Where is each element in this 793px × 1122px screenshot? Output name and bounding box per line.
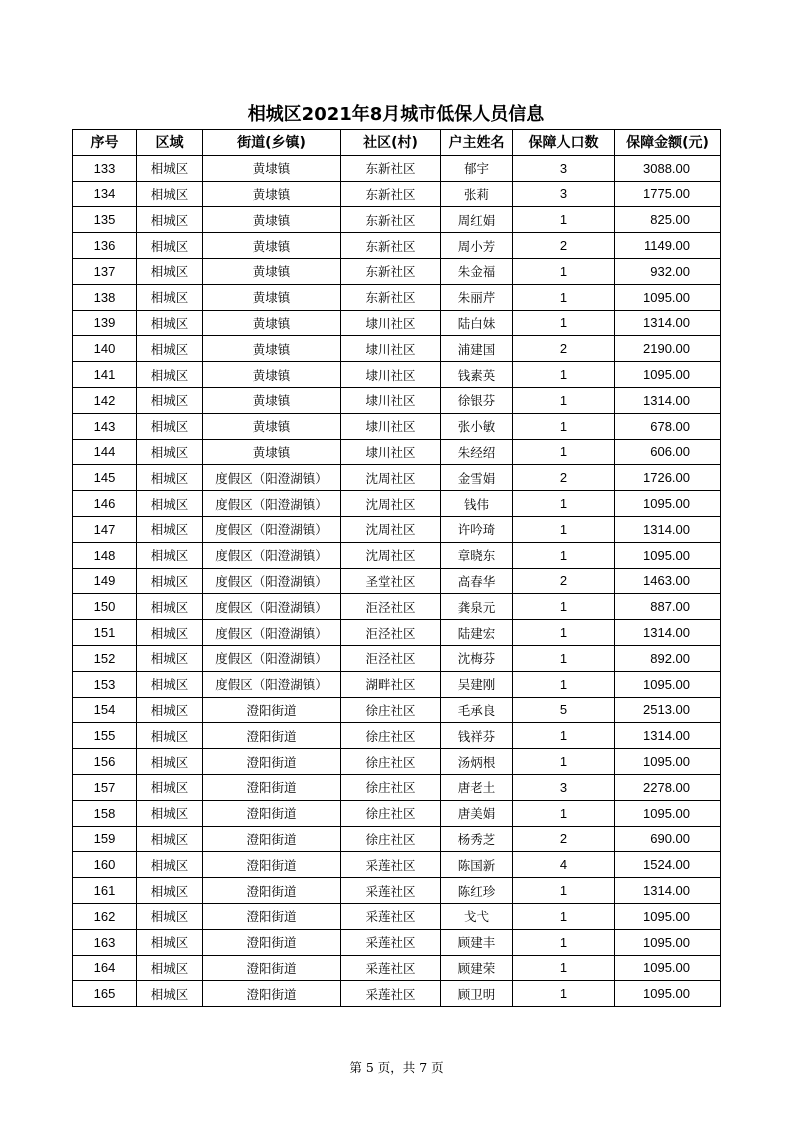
cell-community: 东新社区 (341, 207, 441, 233)
cell-amount: 678.00 (615, 413, 721, 439)
cell-district: 相城区 (137, 981, 203, 1007)
cell-covered-persons: 4 (513, 852, 615, 878)
cell-community: 采莲社区 (341, 852, 441, 878)
cell-district: 相城区 (137, 233, 203, 259)
table-row (73, 852, 721, 878)
cell-amount: 1095.00 (615, 284, 721, 310)
table-row (73, 336, 721, 362)
cell-community: 徐庄社区 (341, 723, 441, 749)
page-title: 相城区2021年8月城市低保人员信息 (247, 104, 545, 125)
cell-street: 度假区（阳澄湖镇） (203, 568, 341, 594)
table-body (73, 155, 721, 1006)
cell-householder: 吴建刚 (441, 671, 513, 697)
data-table (72, 129, 721, 1007)
table-row (73, 439, 721, 465)
cell-street: 黄埭镇 (203, 258, 341, 284)
cell-community: 东新社区 (341, 258, 441, 284)
cell-index: 158 (73, 800, 137, 826)
table-row (73, 207, 721, 233)
cell-householder: 徐银芬 (441, 387, 513, 413)
cell-covered-persons: 3 (513, 774, 615, 800)
cell-covered-persons: 1 (513, 955, 615, 981)
cell-district: 相城区 (137, 207, 203, 233)
cell-community: 采莲社区 (341, 878, 441, 904)
cell-street: 度假区（阳澄湖镇） (203, 594, 341, 620)
cell-street: 澄阳街道 (203, 955, 341, 981)
cell-community: 埭川社区 (341, 387, 441, 413)
table-row (73, 697, 721, 723)
cell-householder: 周红娟 (441, 207, 513, 233)
table-row (73, 981, 721, 1007)
cell-street: 黄埭镇 (203, 439, 341, 465)
cell-amount: 1095.00 (615, 903, 721, 929)
cell-covered-persons: 1 (513, 981, 615, 1007)
cell-community: 采莲社区 (341, 903, 441, 929)
cell-street: 度假区（阳澄湖镇） (203, 671, 341, 697)
cell-amount: 1314.00 (615, 310, 721, 336)
cell-index: 139 (73, 310, 137, 336)
cell-community: 采莲社区 (341, 981, 441, 1007)
table-row (73, 903, 721, 929)
cell-householder: 顾建丰 (441, 929, 513, 955)
cell-amount: 2278.00 (615, 774, 721, 800)
cell-householder: 周小芳 (441, 233, 513, 259)
cell-community: 埭川社区 (341, 310, 441, 336)
cell-district: 相城区 (137, 826, 203, 852)
cell-district: 相城区 (137, 878, 203, 904)
cell-covered-persons: 1 (513, 413, 615, 439)
cell-amount: 1463.00 (615, 568, 721, 594)
cell-index: 165 (73, 981, 137, 1007)
cell-covered-persons: 3 (513, 181, 615, 207)
cell-community: 圣堂社区 (341, 568, 441, 594)
cell-district: 相城区 (137, 929, 203, 955)
cell-district: 相城区 (137, 620, 203, 646)
cell-covered-persons: 5 (513, 697, 615, 723)
cell-district: 相城区 (137, 749, 203, 775)
cell-street: 黄埭镇 (203, 233, 341, 259)
cell-district: 相城区 (137, 362, 203, 388)
cell-householder: 毛承良 (441, 697, 513, 723)
cell-street: 黄埭镇 (203, 310, 341, 336)
table-row (73, 749, 721, 775)
cell-index: 148 (73, 542, 137, 568)
table-row (73, 878, 721, 904)
cell-street: 澄阳街道 (203, 903, 341, 929)
cell-amount: 1095.00 (615, 955, 721, 981)
cell-householder: 朱经绍 (441, 439, 513, 465)
table-row (73, 929, 721, 955)
cell-community: 埭川社区 (341, 413, 441, 439)
cell-index: 160 (73, 852, 137, 878)
cell-community: 东新社区 (341, 284, 441, 310)
cell-community: 徐庄社区 (341, 774, 441, 800)
table-row (73, 594, 721, 620)
cell-street: 黄埭镇 (203, 413, 341, 439)
cell-district: 相城区 (137, 155, 203, 181)
cell-street: 澄阳街道 (203, 749, 341, 775)
table-row (73, 491, 721, 517)
cell-community: 东新社区 (341, 155, 441, 181)
cell-district: 相城区 (137, 181, 203, 207)
cell-index: 142 (73, 387, 137, 413)
cell-street: 度假区（阳澄湖镇） (203, 620, 341, 646)
page-footer: 第 5 页，共 7 页 (349, 1060, 444, 1075)
cell-amount: 3088.00 (615, 155, 721, 181)
cell-householder: 唐老土 (441, 774, 513, 800)
cell-street: 黄埭镇 (203, 207, 341, 233)
cell-street: 度假区（阳澄湖镇） (203, 516, 341, 542)
cell-covered-persons: 1 (513, 671, 615, 697)
cell-covered-persons: 1 (513, 903, 615, 929)
cell-index: 151 (73, 620, 137, 646)
cell-covered-persons: 1 (513, 542, 615, 568)
cell-householder: 龚泉元 (441, 594, 513, 620)
cell-amount: 1314.00 (615, 387, 721, 413)
cell-householder: 许吟琦 (441, 516, 513, 542)
cell-householder: 高春华 (441, 568, 513, 594)
cell-community: 沈周社区 (341, 542, 441, 568)
cell-street: 黄埭镇 (203, 181, 341, 207)
cell-community: 埭川社区 (341, 439, 441, 465)
cell-district: 相城区 (137, 955, 203, 981)
cell-covered-persons: 1 (513, 207, 615, 233)
cell-covered-persons: 1 (513, 594, 615, 620)
cell-householder: 朱金福 (441, 258, 513, 284)
cell-district: 相城区 (137, 465, 203, 491)
cell-index: 140 (73, 336, 137, 362)
cell-street: 黄埭镇 (203, 336, 341, 362)
cell-index: 144 (73, 439, 137, 465)
table-row (73, 233, 721, 259)
cell-district: 相城区 (137, 439, 203, 465)
cell-community: 徐庄社区 (341, 697, 441, 723)
table-row (73, 671, 721, 697)
table-row (73, 800, 721, 826)
cell-householder: 钱祥芬 (441, 723, 513, 749)
cell-covered-persons: 1 (513, 284, 615, 310)
cell-householder: 朱丽芹 (441, 284, 513, 310)
cell-district: 相城区 (137, 852, 203, 878)
cell-district: 相城区 (137, 336, 203, 362)
cell-index: 159 (73, 826, 137, 852)
cell-district: 相城区 (137, 774, 203, 800)
cell-community: 洰泾社区 (341, 594, 441, 620)
cell-index: 156 (73, 749, 137, 775)
cell-district: 相城区 (137, 671, 203, 697)
cell-amount: 932.00 (615, 258, 721, 284)
table-row (73, 387, 721, 413)
cell-covered-persons: 1 (513, 878, 615, 904)
cell-amount: 1095.00 (615, 362, 721, 388)
cell-amount: 1095.00 (615, 800, 721, 826)
cell-street: 黄埭镇 (203, 362, 341, 388)
table-row (73, 465, 721, 491)
cell-district: 相城区 (137, 594, 203, 620)
cell-amount: 1149.00 (615, 233, 721, 259)
cell-covered-persons: 3 (513, 155, 615, 181)
cell-district: 相城区 (137, 258, 203, 284)
cell-street: 澄阳街道 (203, 826, 341, 852)
cell-street: 度假区（阳澄湖镇） (203, 645, 341, 671)
cell-index: 153 (73, 671, 137, 697)
cell-community: 东新社区 (341, 233, 441, 259)
table-row (73, 723, 721, 749)
cell-index: 147 (73, 516, 137, 542)
cell-amount: 1726.00 (615, 465, 721, 491)
table-row (73, 826, 721, 852)
cell-covered-persons: 1 (513, 749, 615, 775)
cell-district: 相城区 (137, 491, 203, 517)
cell-amount: 887.00 (615, 594, 721, 620)
cell-street: 黄埭镇 (203, 387, 341, 413)
cell-street: 度假区（阳澄湖镇） (203, 491, 341, 517)
cell-amount: 690.00 (615, 826, 721, 852)
cell-street: 澄阳街道 (203, 852, 341, 878)
cell-community: 埭川社区 (341, 362, 441, 388)
cell-householder: 陈红珍 (441, 878, 513, 904)
cell-amount: 825.00 (615, 207, 721, 233)
cell-community: 湖畔社区 (341, 671, 441, 697)
cell-amount: 1095.00 (615, 542, 721, 568)
cell-householder: 章晓东 (441, 542, 513, 568)
cell-amount: 1314.00 (615, 516, 721, 542)
cell-index: 133 (73, 155, 137, 181)
cell-covered-persons: 1 (513, 800, 615, 826)
cell-community: 徐庄社区 (341, 800, 441, 826)
cell-amount: 1314.00 (615, 723, 721, 749)
cell-district: 相城区 (137, 800, 203, 826)
cell-index: 163 (73, 929, 137, 955)
cell-householder: 陆建宏 (441, 620, 513, 646)
table-row (73, 155, 721, 181)
cell-district: 相城区 (137, 284, 203, 310)
cell-district: 相城区 (137, 542, 203, 568)
cell-covered-persons: 2 (513, 826, 615, 852)
cell-index: 161 (73, 878, 137, 904)
cell-covered-persons: 2 (513, 465, 615, 491)
cell-householder: 戈弋 (441, 903, 513, 929)
cell-district: 相城区 (137, 310, 203, 336)
cell-householder: 顾卫明 (441, 981, 513, 1007)
cell-community: 采莲社区 (341, 929, 441, 955)
table-row (73, 181, 721, 207)
cell-community: 洰泾社区 (341, 645, 441, 671)
cell-covered-persons: 1 (513, 387, 615, 413)
cell-amount: 1095.00 (615, 491, 721, 517)
cell-community: 采莲社区 (341, 955, 441, 981)
cell-covered-persons: 1 (513, 310, 615, 336)
cell-householder: 张小敏 (441, 413, 513, 439)
cell-community: 洰泾社区 (341, 620, 441, 646)
cell-community: 徐庄社区 (341, 749, 441, 775)
cell-index: 152 (73, 645, 137, 671)
header-covered-persons: 保障人口数 (513, 130, 615, 156)
cell-amount: 2190.00 (615, 336, 721, 362)
cell-district: 相城区 (137, 645, 203, 671)
cell-street: 澄阳街道 (203, 800, 341, 826)
header-street: 街道(乡镇) (203, 130, 341, 156)
cell-street: 澄阳街道 (203, 723, 341, 749)
cell-index: 145 (73, 465, 137, 491)
cell-householder: 张莉 (441, 181, 513, 207)
cell-index: 162 (73, 903, 137, 929)
cell-covered-persons: 2 (513, 233, 615, 259)
cell-householder: 顾建荣 (441, 955, 513, 981)
cell-covered-persons: 1 (513, 723, 615, 749)
table-row (73, 645, 721, 671)
cell-street: 度假区（阳澄湖镇） (203, 542, 341, 568)
cell-amount: 606.00 (615, 439, 721, 465)
cell-covered-persons: 2 (513, 568, 615, 594)
header-community: 社区(村) (341, 130, 441, 156)
table-row (73, 284, 721, 310)
cell-householder: 沈梅芬 (441, 645, 513, 671)
table-row (73, 413, 721, 439)
cell-amount: 1314.00 (615, 620, 721, 646)
cell-householder: 唐美娟 (441, 800, 513, 826)
cell-community: 沈周社区 (341, 491, 441, 517)
cell-covered-persons: 1 (513, 929, 615, 955)
cell-district: 相城区 (137, 413, 203, 439)
cell-covered-persons: 1 (513, 258, 615, 284)
table-row (73, 516, 721, 542)
cell-covered-persons: 2 (513, 336, 615, 362)
table-row (73, 542, 721, 568)
cell-district: 相城区 (137, 723, 203, 749)
cell-street: 澄阳街道 (203, 929, 341, 955)
cell-district: 相城区 (137, 568, 203, 594)
cell-amount: 1095.00 (615, 929, 721, 955)
table-row (73, 620, 721, 646)
cell-householder: 钱伟 (441, 491, 513, 517)
table-row (73, 362, 721, 388)
cell-index: 136 (73, 233, 137, 259)
cell-covered-persons: 1 (513, 620, 615, 646)
cell-index: 150 (73, 594, 137, 620)
cell-community: 东新社区 (341, 181, 441, 207)
table-row (73, 774, 721, 800)
cell-index: 164 (73, 955, 137, 981)
cell-index: 157 (73, 774, 137, 800)
cell-street: 澄阳街道 (203, 697, 341, 723)
cell-street: 度假区（阳澄湖镇） (203, 465, 341, 491)
cell-index: 135 (73, 207, 137, 233)
cell-householder: 陆白妹 (441, 310, 513, 336)
cell-householder: 金雪娟 (441, 465, 513, 491)
cell-householder: 钱素英 (441, 362, 513, 388)
cell-district: 相城区 (137, 516, 203, 542)
cell-community: 沈周社区 (341, 516, 441, 542)
header-index: 序号 (73, 130, 137, 156)
cell-index: 146 (73, 491, 137, 517)
cell-street: 澄阳街道 (203, 878, 341, 904)
cell-amount: 1775.00 (615, 181, 721, 207)
cell-district: 相城区 (137, 387, 203, 413)
cell-community: 沈周社区 (341, 465, 441, 491)
cell-street: 澄阳街道 (203, 774, 341, 800)
cell-householder: 杨秀芝 (441, 826, 513, 852)
cell-index: 137 (73, 258, 137, 284)
cell-index: 138 (73, 284, 137, 310)
cell-householder: 汤炳根 (441, 749, 513, 775)
cell-index: 141 (73, 362, 137, 388)
cell-street: 黄埭镇 (203, 155, 341, 181)
header-amount: 保障金额(元) (615, 130, 721, 156)
cell-district: 相城区 (137, 697, 203, 723)
cell-amount: 1524.00 (615, 852, 721, 878)
cell-index: 134 (73, 181, 137, 207)
table-row (73, 955, 721, 981)
header-district: 区域 (137, 130, 203, 156)
cell-index: 155 (73, 723, 137, 749)
table-row (73, 568, 721, 594)
cell-index: 149 (73, 568, 137, 594)
cell-index: 143 (73, 413, 137, 439)
cell-community: 徐庄社区 (341, 826, 441, 852)
cell-amount: 892.00 (615, 645, 721, 671)
cell-covered-persons: 1 (513, 516, 615, 542)
header-householder: 户主姓名 (441, 130, 513, 156)
cell-householder: 郁宇 (441, 155, 513, 181)
cell-street: 澄阳街道 (203, 981, 341, 1007)
cell-amount: 1314.00 (615, 878, 721, 904)
cell-householder: 陈国新 (441, 852, 513, 878)
cell-community: 埭川社区 (341, 336, 441, 362)
cell-householder: 浦建国 (441, 336, 513, 362)
cell-amount: 1095.00 (615, 749, 721, 775)
cell-street: 黄埭镇 (203, 284, 341, 310)
cell-covered-persons: 1 (513, 491, 615, 517)
cell-index: 154 (73, 697, 137, 723)
cell-covered-persons: 1 (513, 645, 615, 671)
cell-amount: 1095.00 (615, 981, 721, 1007)
cell-covered-persons: 1 (513, 439, 615, 465)
cell-covered-persons: 1 (513, 362, 615, 388)
cell-amount: 2513.00 (615, 697, 721, 723)
table-row (73, 258, 721, 284)
cell-amount: 1095.00 (615, 671, 721, 697)
table-header-row (73, 130, 721, 156)
table-row (73, 310, 721, 336)
cell-district: 相城区 (137, 903, 203, 929)
